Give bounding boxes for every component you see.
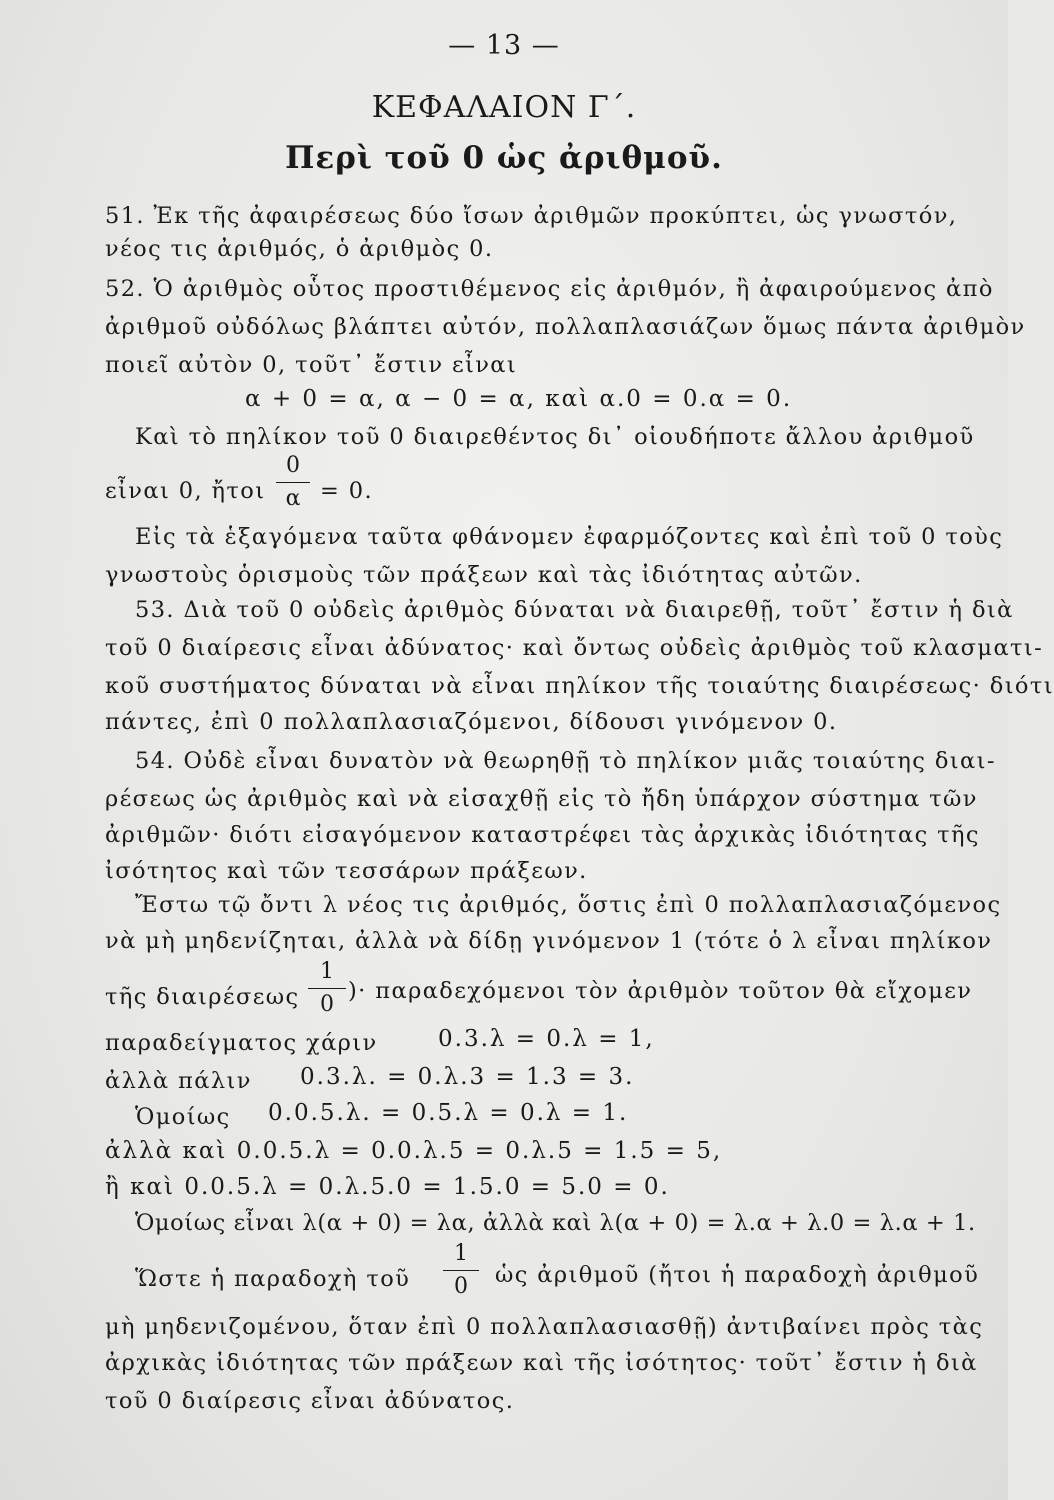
text-line: Καὶ τὸ πηλίκον τοῦ 0 διαιρεθέντος δι᾿ οἱουδήποτε ἄλλου ἀριθμοῦ — [135, 424, 975, 450]
formula: 0.0.5.λ. = 0.5.λ = 0.λ = 1. — [268, 1100, 629, 1126]
text-line: ἀριθμοῦ οὐδόλως βλάπτει αὐτόν, πολλαπλασιάζων ὅμως πάντα ἀριθμὸν — [105, 314, 1026, 340]
fraction-bar — [443, 1270, 479, 1271]
fraction — [308, 960, 346, 1017]
text-line: = 0. — [320, 478, 374, 504]
formula: 0.3.λ = 0.λ = 1, — [438, 1026, 655, 1052]
text-line: γνωστοὺς ὁρισμοὺς τῶν πράξεων καὶ τὰς ἰδιότητας αὐτῶν. — [105, 562, 863, 588]
text-line: πάντες, ἐπὶ 0 πολλαπλασιαζόμενοι, δίδουσι γινόμενον 0. — [105, 709, 838, 735]
fraction-numerator: 1 — [454, 1241, 468, 1266]
formula: ἀλλὰ καὶ 0.0.5.λ = 0.0.λ.5 = 0.λ.5 = 1.5 = 5, — [105, 1138, 723, 1164]
fraction-numerator: 1 — [320, 959, 334, 984]
text-line: παραδείγματος χάριν — [105, 1030, 378, 1056]
text-line: Ἔστω τῷ ὄντι λ νέος τις ἀριθμός, ὅστις ἐπὶ 0 πολλαπλασιαζόμενος — [135, 892, 1002, 918]
text-line: ρέσεως ὡς ἀριθμὸς καὶ νὰ εἰσαχθῇ εἰς τὸ ἤδη ὑπάρχον σύστημα τῶν — [105, 786, 978, 812]
text-line: Εἰς τὰ ἑξαγόμενα ταῦτα φθάνομεν ἐφαρμόζοντες καὶ ἐπὶ τοῦ 0 τοὺς — [135, 524, 1004, 550]
fraction-bar — [276, 482, 310, 483]
text-line: 52. Ὁ ἀριθμὸς οὗτος προστιθέμενος εἰς ἀριθμόν, ἢ ἀφαιρούμενος ἀπὸ — [105, 276, 994, 302]
text-line: ἰσότητος καὶ τῶν τεσσάρων πράξεων. — [105, 858, 588, 884]
chapter-heading: ΚΕΦΑΛΑΙΟΝ Γ΄. — [371, 90, 637, 125]
fraction — [276, 454, 310, 511]
text-line: )· παραδεχόμενοι τὸν ἀριθμὸν τοῦτον θὰ εἴχομεν — [348, 978, 973, 1004]
text-line: νὰ μὴ μηδενίζηται, ἀλλὰ νὰ δίδῃ γινόμενον 1 (τότε ὁ λ εἶναι πηλίκον — [105, 928, 993, 954]
text-line: Ὁμοίως — [135, 1104, 231, 1130]
section-title: Περὶ τοῦ 0 ὡς ἀριθμοῦ. — [285, 140, 723, 176]
text-line: ποιεῖ αὐτὸν 0, τοῦτ᾿ ἔστιν εἶναι — [105, 352, 518, 378]
text-line: κοῦ συστήματος δύναται νὰ εἶναι πηλίκον τῆς τοιαύτης διαιρέσεως· διότι — [105, 673, 1054, 699]
text-line: ἀρχικὰς ἰδιότητας τῶν πράξεων καὶ τῆς ἰσότητος· τοῦτ᾿ ἔστιν ἡ διὰ — [105, 1350, 978, 1376]
text-line: 51. Ἐκ τῆς ἀφαιρέσεως δύο ἴσων ἀριθμῶν προκύπτει, ὡς γνωστόν, — [105, 203, 958, 229]
text-line: Ὁμοίως εἶναι λ(α + 0) = λα, ἀλλὰ καὶ λ(α + 0) = λ.α + λ.0 = λ.α + 1. — [135, 1210, 976, 1236]
fraction-bar — [308, 988, 346, 989]
formula: 0.3.λ. = 0.λ.3 = 1.3 = 3. — [300, 1064, 635, 1090]
formula: α + 0 = α, α − 0 = α, καὶ α.0 = 0.α = 0. — [245, 386, 793, 412]
text-line: ἀριθμῶν· διότι εἰσαγόμενον καταστρέφει τὰς ἀρχικὰς ἰδιότητας τῆς — [105, 822, 980, 848]
text-line: τοῦ 0 διαίρεσις εἶναι ἀδύνατος· καὶ ὄντως οὐδεὶς ἀριθμὸς τοῦ κλασματι- — [105, 635, 1044, 661]
text-line: Ὥστε ἡ παραδοχὴ τοῦ — [135, 1266, 411, 1292]
page-number: — 13 — — [448, 30, 560, 61]
text-line: ὡς ἀριθμοῦ (ἤτοι ἡ παραδοχὴ ἀριθμοῦ — [495, 1262, 980, 1288]
text-line: 53. Διὰ τοῦ 0 οὐδεὶς ἀριθμὸς δύναται νὰ διαιρεθῇ, τοῦτ᾿ ἔστιν ἡ διὰ — [135, 597, 1014, 623]
fraction-denominator: 0 — [320, 992, 334, 1017]
text-line: μὴ μηδενιζομένου, ὅταν ἐπὶ 0 πολλαπλασιασθῇ) ἀντιβαίνει πρὸς τὰς — [105, 1314, 984, 1340]
text-line: ἀλλὰ πάλιν — [105, 1068, 252, 1094]
text-line: τοῦ 0 διαίρεσις εἶναι ἀδύνατος. — [105, 1388, 515, 1414]
text-line: νέος τις ἀριθμός, ὁ ἀριθμὸς 0. — [105, 236, 494, 262]
text-line: τῆς διαιρέσεως — [105, 984, 300, 1010]
fraction-denominator: α — [285, 486, 301, 511]
text-line: εἶναι 0, ἤτοι — [105, 478, 266, 504]
fraction-numerator: 0 — [286, 453, 300, 478]
formula: ἢ καὶ 0.0.5.λ = 0.λ.5.0 = 1.5.0 = 5.0 = 0. — [105, 1174, 670, 1200]
fraction-denominator: 0 — [454, 1274, 468, 1299]
fraction — [443, 1242, 479, 1299]
text-line: 54. Οὐδὲ εἶναι δυνατὸν νὰ θεωρηθῇ τὸ πηλίκον μιᾶς τοιαύτης διαι- — [135, 748, 996, 774]
